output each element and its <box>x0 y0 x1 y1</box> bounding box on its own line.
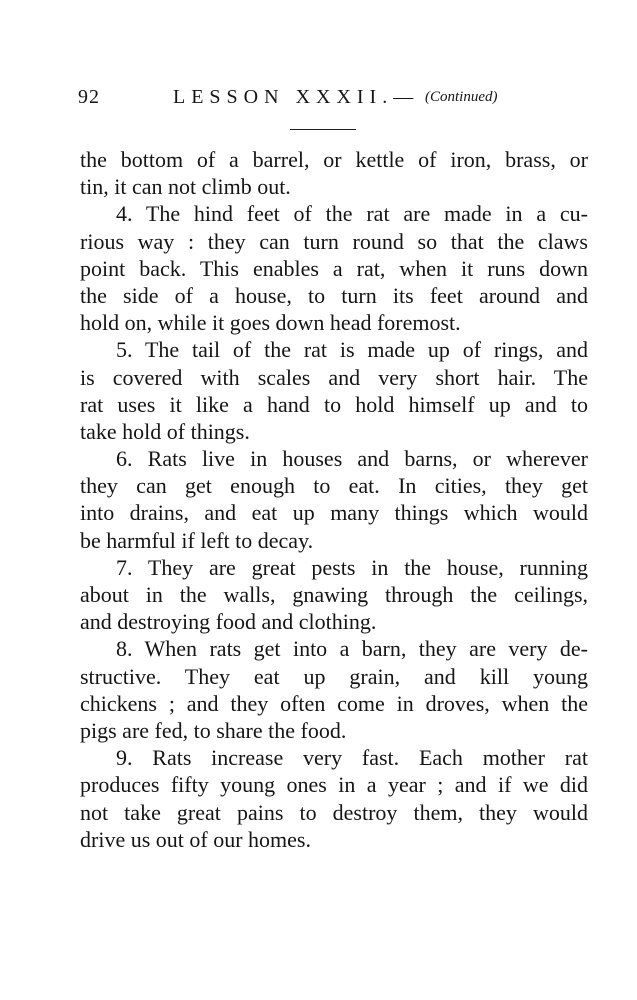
text-line: the side of a house, to turn its feet around and <box>80 282 588 308</box>
running-header <box>78 86 588 116</box>
text-line: pigs are fed, to share the food. <box>80 717 347 743</box>
text-line: tin, it can not climb out. <box>80 174 291 200</box>
text-line: and destroying food and clothing. <box>80 609 377 635</box>
text-line: not take great pains to destroy them, they would <box>80 799 588 825</box>
continued-label: (Continued) <box>425 89 498 105</box>
text-line: into drains, and eat up many things which would <box>80 500 588 526</box>
text-line: take hold of things. <box>80 418 250 444</box>
text-line: is covered with scales and very short hair. The <box>80 364 588 390</box>
text-line: be harmful if left to decay. <box>80 527 314 553</box>
text-line: rious way : they can turn round so that the claws <box>80 228 588 254</box>
text-line: drive us out of our homes. <box>80 826 311 852</box>
text-line: point back. This enables a rat, when it runs down <box>80 255 588 281</box>
text-line: produces fifty young ones in a year ; and if we did <box>80 772 588 798</box>
text-line: 9. Rats increase very fast. Each mother rat <box>116 745 588 771</box>
text-line: the bottom of a barrel, or kettle of iron, brass, or <box>80 147 588 172</box>
text-line: 6. Rats live in houses and barns, or wherever <box>116 446 588 472</box>
text-line: hold on, while it goes down head foremost. <box>80 310 461 336</box>
text-line: they can get enough to eat. In cities, they get <box>80 473 588 499</box>
text-line: rat uses it like a hand to hold himself up and to <box>80 391 588 417</box>
text-line: chickens ; and they often come in droves, when the <box>80 690 588 716</box>
page-number: 92 <box>78 86 100 108</box>
text-line: 7. They are great pests in the house, running <box>116 554 588 580</box>
text-line: 5. The tail of the rat is made up of rings, and <box>116 337 588 363</box>
text-line: 8. When rats get into a barn, they are very de- <box>116 636 588 662</box>
lesson-title: LESSON XXXII.— <box>173 86 420 108</box>
text-line: about in the walls, gnawing through the ceilings, <box>80 582 588 607</box>
header-rule <box>290 129 356 130</box>
text-line: 4. The hind feet of the rat are made in a cu- <box>116 201 588 227</box>
text-line: structive. They eat up grain, and kill young <box>80 663 588 689</box>
body-text <box>80 146 588 853</box>
